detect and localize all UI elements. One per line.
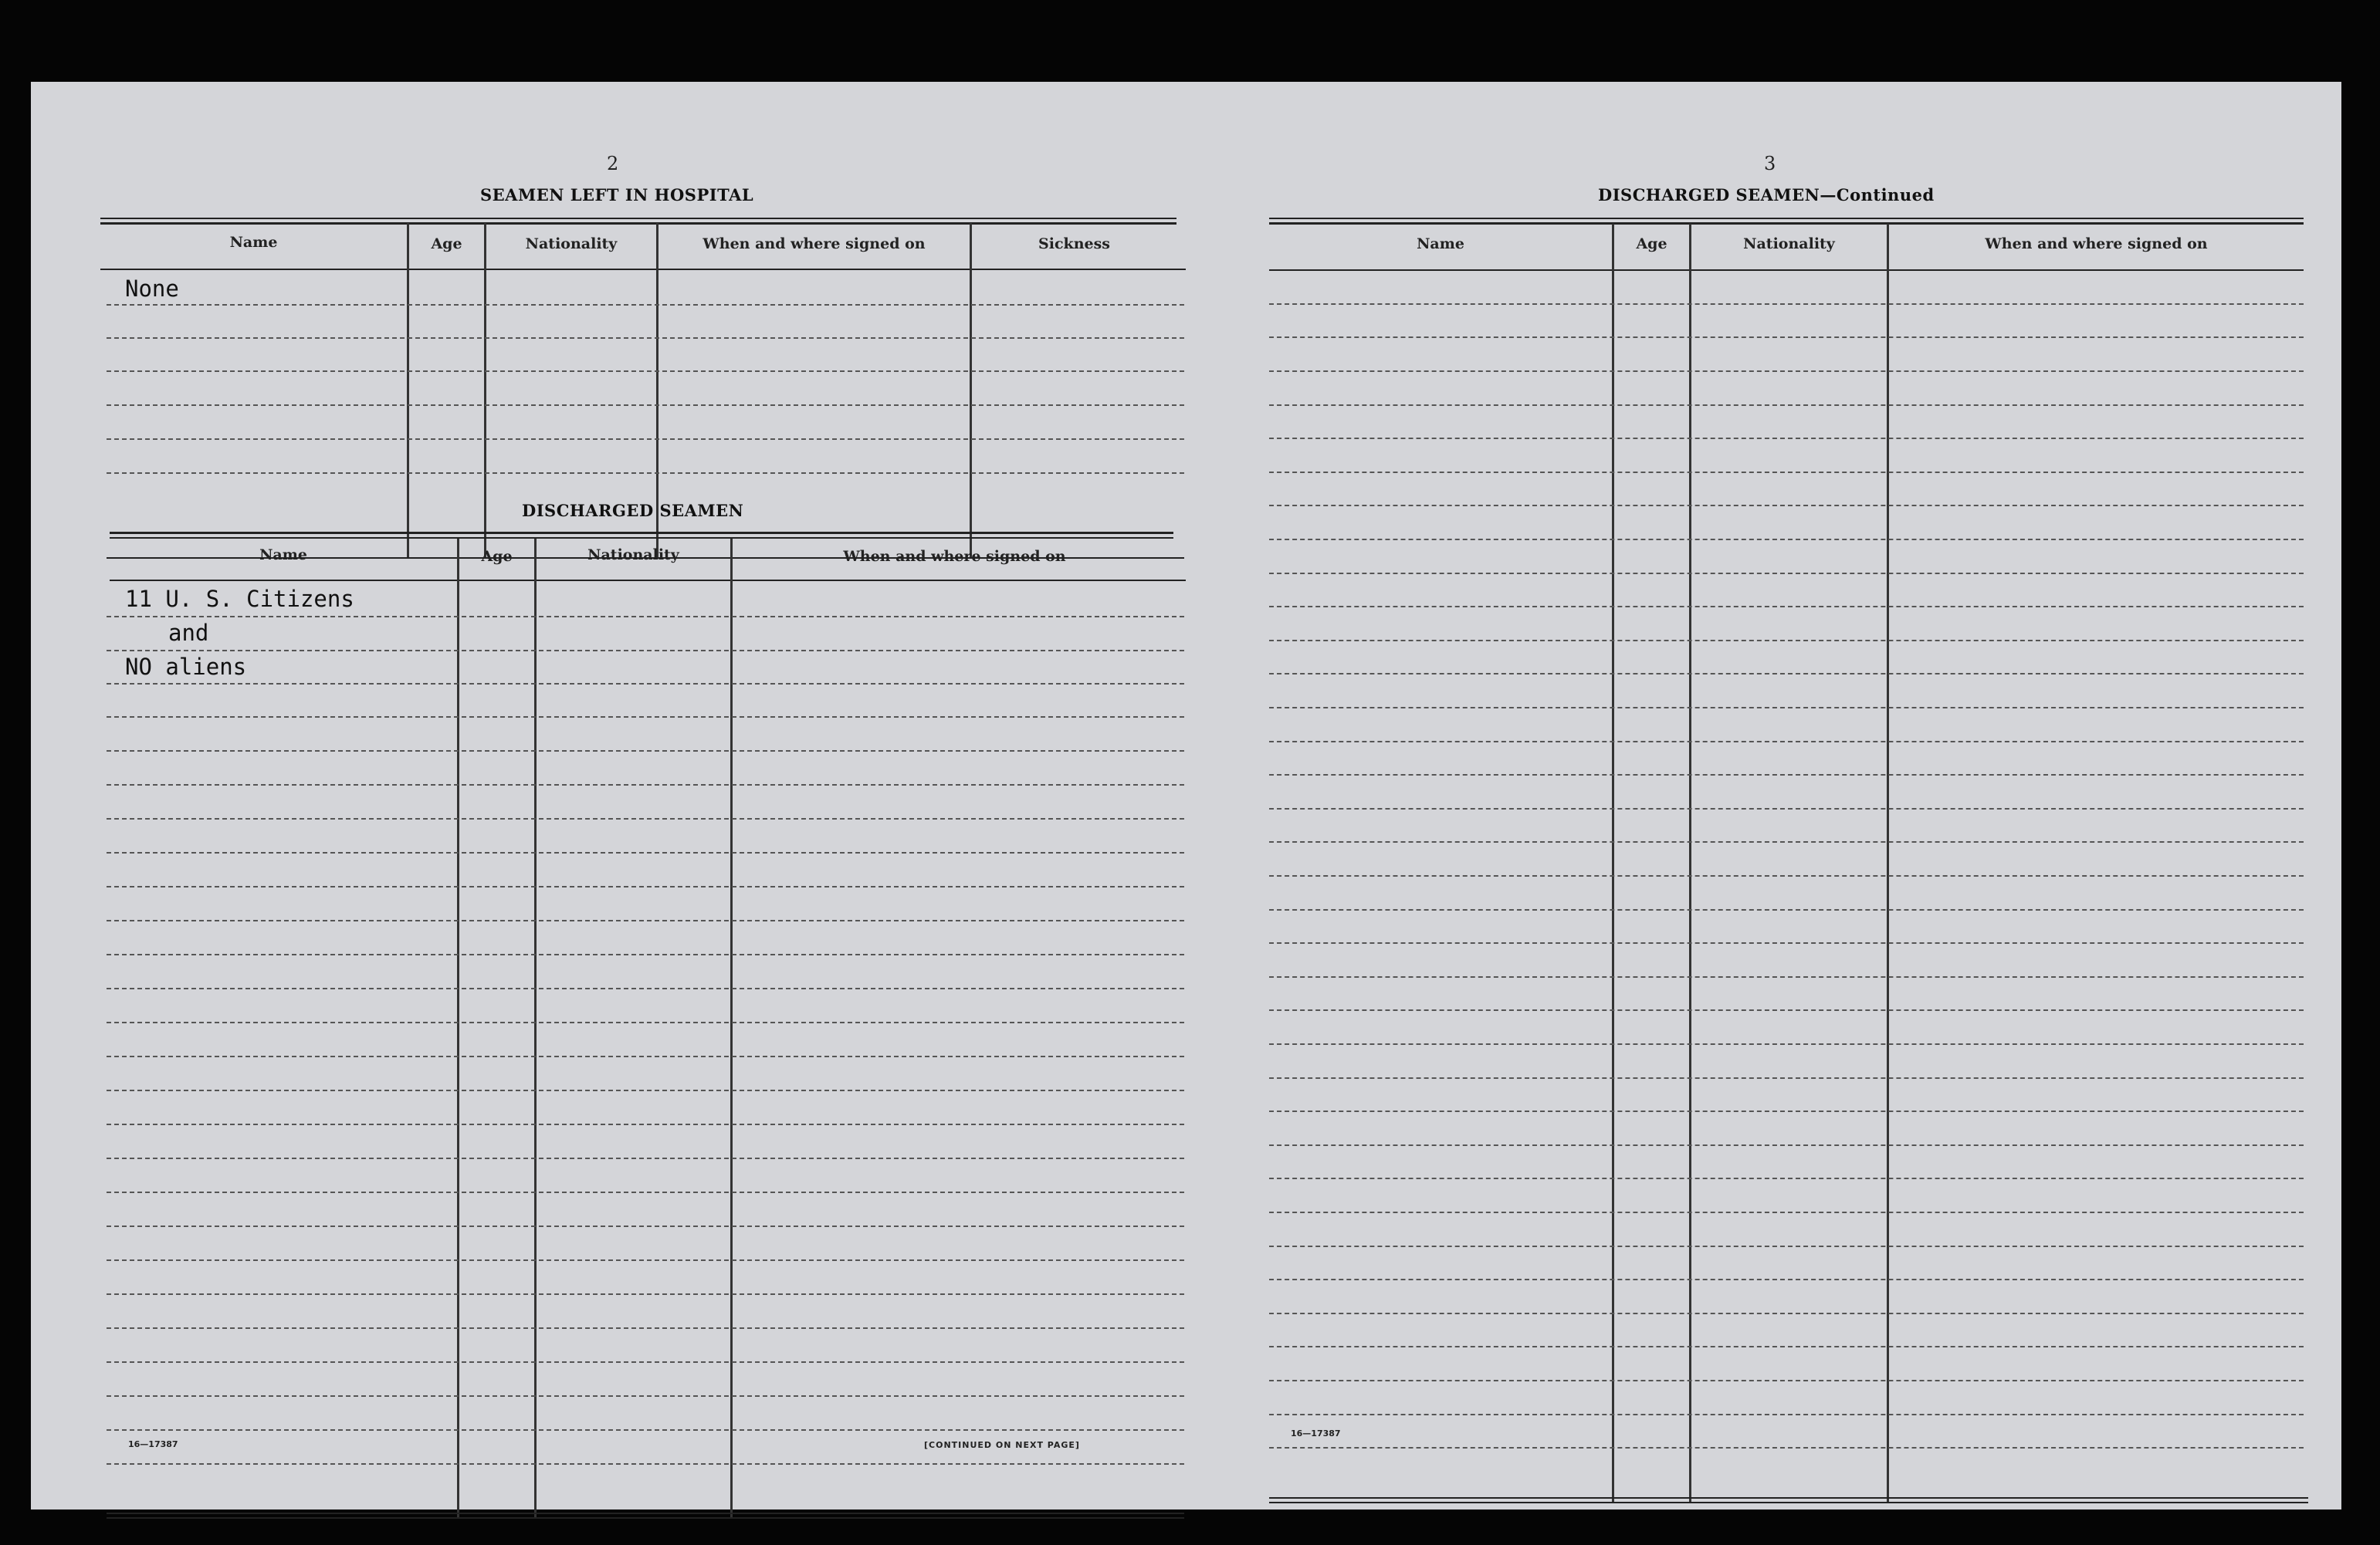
hospital-entry: None: [125, 276, 179, 302]
table-row: [107, 370, 1184, 372]
table-row: [1269, 1043, 2304, 1045]
column-header-name: Name: [229, 234, 278, 251]
table-row: [1269, 1144, 2304, 1146]
discharged-entry: and: [168, 620, 209, 646]
table-row: [107, 650, 1184, 651]
table-row: [107, 1226, 1184, 1227]
table-row: [107, 472, 1184, 474]
table-row: [107, 1192, 1184, 1193]
table-row: [1269, 741, 2304, 742]
table-top-rule: [110, 537, 1173, 539]
column-divider: [1887, 224, 1889, 1502]
discharged-continued-title: [1598, 185, 1935, 205]
table-row: [1269, 1178, 2304, 1179]
table-row: [107, 1429, 1184, 1431]
table-row: [1269, 1212, 2304, 1213]
table-row: [1269, 942, 2304, 944]
column-divider: [484, 223, 486, 558]
table-row: [107, 716, 1184, 718]
title-main: DISCHARGED SEAMEN: [1598, 185, 1820, 205]
table-row: [1269, 841, 2304, 843]
table-row: [107, 438, 1184, 440]
table-bottom-rule: [1269, 1502, 2308, 1503]
table-header-rule: [110, 580, 1186, 581]
column-divider: [407, 223, 409, 558]
column-divider: [457, 539, 459, 1517]
table-header-rule: [1269, 269, 2304, 271]
table-row: [107, 1056, 1184, 1057]
table-row: [1269, 774, 2304, 776]
table-bottom-rule: [107, 1513, 1184, 1514]
table-row: [107, 750, 1184, 752]
table-row: [107, 1361, 1184, 1363]
table-row: [107, 1090, 1184, 1091]
page-number-left: 2: [607, 153, 619, 174]
table-row: [107, 784, 1184, 786]
column-divider: [730, 539, 733, 1517]
table-row: [1269, 505, 2304, 506]
table-row: [1269, 404, 2304, 406]
table-top-rule: [1269, 218, 2304, 219]
table-row: [1269, 1009, 2304, 1011]
table-row: [1269, 573, 2304, 574]
table-row: [1269, 1077, 2304, 1079]
title-suffix: —Continued: [1820, 185, 1935, 205]
column-header-signed-on: When and where signed on: [843, 548, 1066, 565]
table-row: [107, 852, 1184, 854]
column-header-sickness: Sickness: [1038, 235, 1110, 252]
table-row: [1269, 808, 2304, 810]
table-top-rule: [110, 532, 1173, 534]
column-divider: [1612, 224, 1614, 1502]
table-row: [107, 616, 1184, 617]
table-bottom-rule: [107, 1517, 1184, 1519]
table-row: [1269, 1111, 2304, 1112]
table-row: [107, 1463, 1184, 1465]
continued-note: [CONTINUED ON NEXT PAGE]: [924, 1440, 1080, 1450]
table-row: [1269, 875, 2304, 877]
column-header-nationality: Nationality: [587, 546, 679, 563]
column-divider: [970, 223, 972, 558]
table-row: [1269, 303, 2304, 305]
discharged-entry: 11 U. S. Citizens: [125, 586, 354, 612]
table-row: [1269, 370, 2304, 372]
column-header-signed-on: When and where signed on: [1985, 235, 2208, 252]
form-code-right: 16—17387: [1291, 1428, 1341, 1439]
table-row: [1269, 472, 2304, 473]
discharged-entry: NO aliens: [125, 654, 247, 680]
table-row: [1269, 673, 2304, 674]
table-row: [1269, 438, 2304, 439]
table-row: [107, 920, 1184, 921]
table-top-rule: [1269, 222, 2304, 225]
table-row: [1269, 606, 2304, 607]
table-row: [1269, 707, 2304, 708]
document-sheet: [31, 82, 2341, 1510]
table-row: [1269, 336, 2304, 338]
table-row: [107, 1259, 1184, 1261]
form-code-left: 16—17387: [128, 1439, 178, 1449]
table-row: [107, 1158, 1184, 1159]
table-row: [1269, 976, 2304, 978]
table-row: [107, 683, 1184, 685]
table-row: [107, 886, 1184, 887]
table-row: [1269, 1246, 2304, 1247]
column-header-age: Age: [431, 235, 462, 252]
table-row: [107, 337, 1184, 339]
column-header-age: Age: [1636, 235, 1667, 252]
table-row: [107, 818, 1184, 820]
column-header-name: Name: [259, 546, 307, 563]
page-number-right: 3: [1764, 153, 1776, 174]
column-divider: [534, 539, 537, 1517]
table-bottom-rule: [1269, 1497, 2308, 1499]
column-header-nationality: Nationality: [525, 235, 618, 252]
column-divider: [1689, 224, 1691, 1502]
table-row: [107, 954, 1184, 955]
table-row: [107, 1022, 1184, 1023]
table-header-rule: [100, 269, 1186, 270]
column-header-signed-on: When and where signed on: [702, 235, 926, 252]
table-row: [1269, 539, 2304, 540]
table-row: [1269, 1279, 2304, 1280]
table-row: [107, 1327, 1184, 1329]
table-row: [1269, 1380, 2304, 1381]
table-row: [107, 1293, 1184, 1295]
column-header-age: Age: [481, 548, 513, 565]
discharged-section-title: DISCHARGED SEAMEN: [522, 501, 744, 520]
table-row: [1269, 1346, 2304, 1347]
table-row: [1269, 1447, 2304, 1449]
table-row: [1269, 1414, 2304, 1415]
table-top-rule: [100, 218, 1176, 219]
table-row: [1269, 1313, 2304, 1314]
hospital-section-title: SEAMEN LEFT IN HOSPITAL: [480, 185, 754, 205]
column-header-name: Name: [1417, 235, 1464, 252]
table-row: [107, 988, 1184, 989]
table-row: [107, 1395, 1184, 1397]
table-row: [1269, 640, 2304, 641]
table-row: [107, 304, 1184, 306]
table-top-rule: [100, 222, 1176, 225]
table-row: [1269, 909, 2304, 911]
table-row: [107, 404, 1184, 406]
column-header-nationality: Nationality: [1743, 235, 1835, 252]
table-row: [107, 1124, 1184, 1125]
